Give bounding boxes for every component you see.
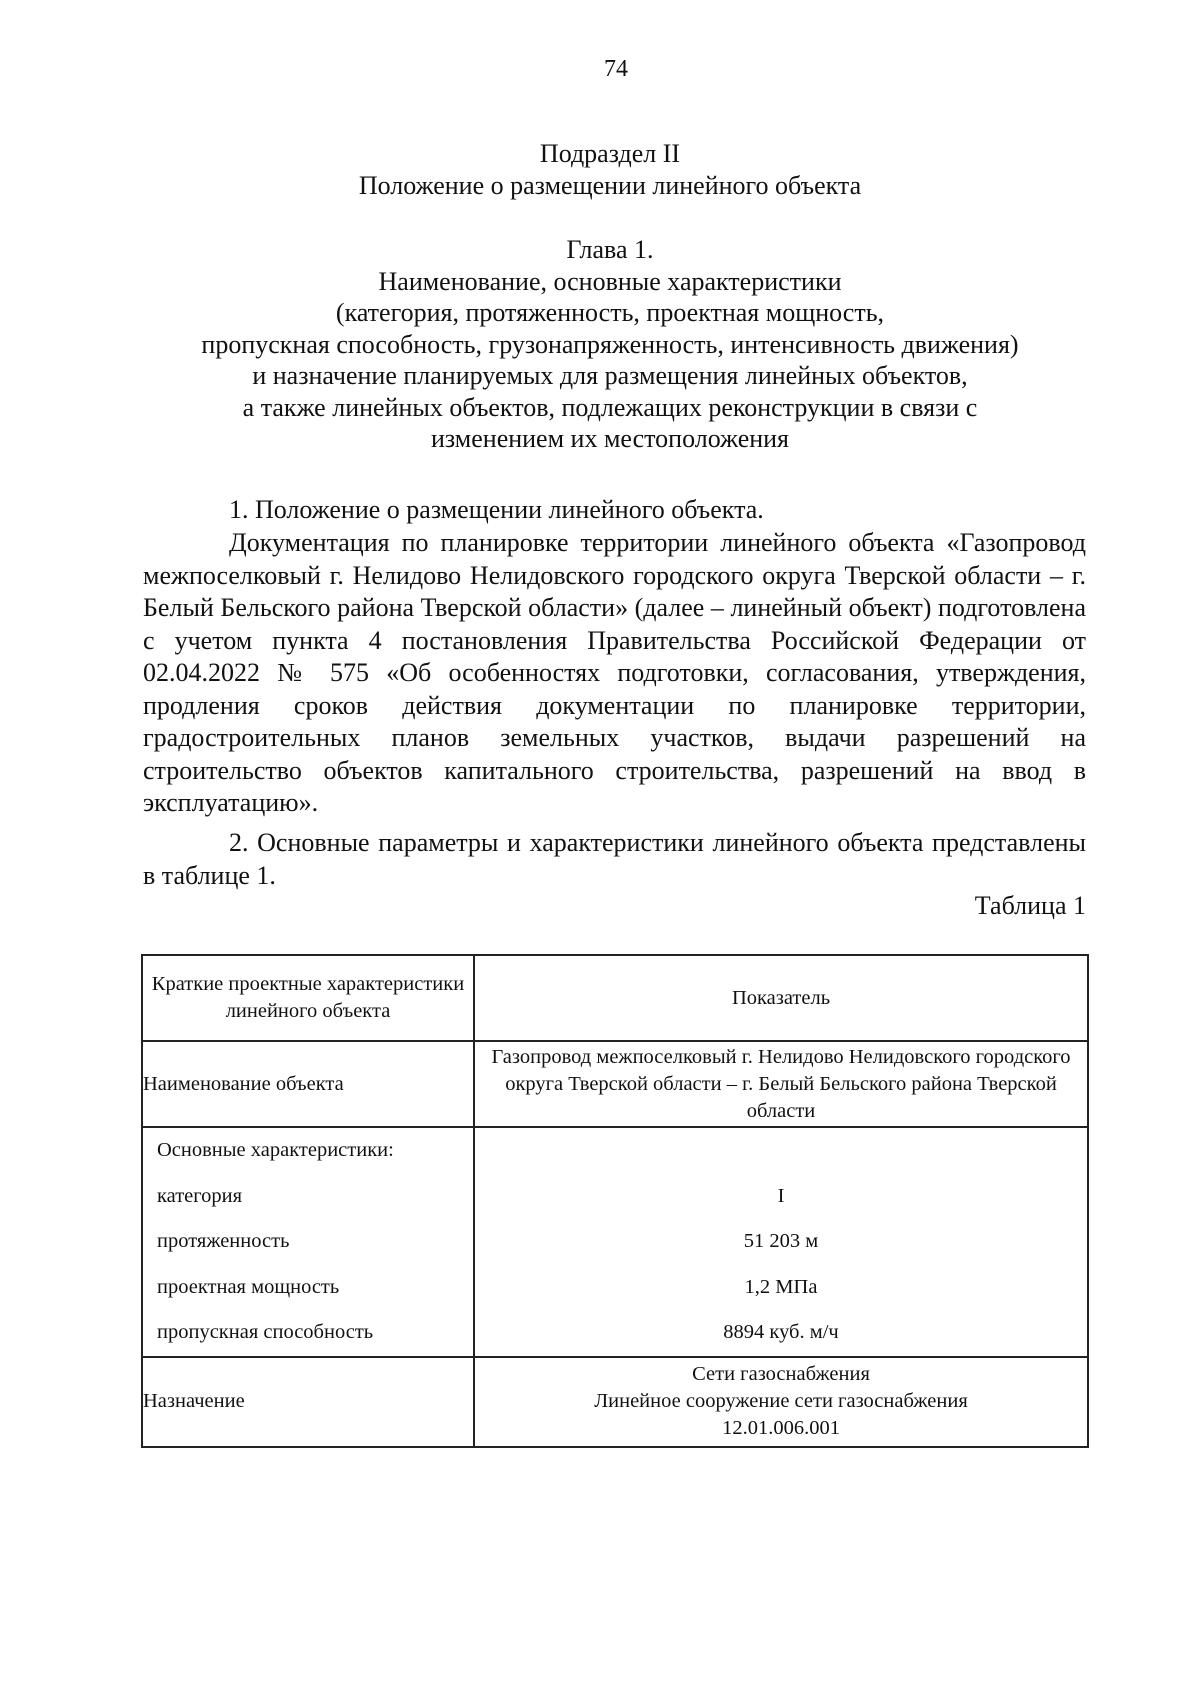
page-number: 74 — [604, 56, 628, 82]
table-header-left: Краткие проектные характеристики линейного объекта — [142, 955, 474, 1041]
characteristic-value: 1,2 МПа — [744, 1275, 818, 1298]
object-name-label: Наименование объекта — [142, 1041, 474, 1127]
chapter-line: пропускная способность, грузонапряженность, интенсивность движения) — [201, 329, 1019, 359]
chapter-title: Глава 1. — [566, 235, 654, 264]
characteristic-value: 8894 куб. м/ч — [723, 1321, 839, 1344]
characteristic-value: 51 203 м — [743, 1230, 819, 1253]
characteristic-value: I — [777, 1184, 785, 1207]
object-name-value: Газопровод межпоселковый г. Нелидово Нелидовского городского округа Тверской области – г. Белый Бельского района Тверской области — [474, 1041, 1088, 1127]
characteristic-label: протяженность — [157, 1230, 290, 1253]
purpose-value — [474, 1357, 1088, 1447]
paragraph-2: Документация по планировке территории линейного объекта «Газопровод межпоселковый г. Нелидово Нелидовского городского округа Тверской области – г. Белый Бельского района Тверской области» (далее – линейный объект) подготовлена с учетом пункта 4 постановления Правительства Российской Федерации от 02.04.2022 № 575 «Об особенностях подготовки, согласования, утверждения, продления сроков действия документации по планировке территории, градостроительных планов земельных участков, выдачи разрешений на строительство объектов капитального строительства, разрешений на ввод в эксплуатацию». — [143, 528, 1086, 817]
purpose-value-line: Линейное сооружение сети газоснабжения — [594, 1390, 968, 1412]
characteristics-heading-spacer — [475, 1128, 1087, 1174]
table-row-name — [142, 1041, 1088, 1127]
chapter-line: изменением их местоположения — [430, 424, 790, 453]
characteristics-labels — [142, 1127, 474, 1357]
table-row-characteristics — [142, 1127, 1088, 1357]
table-caption: Таблица 1 — [974, 891, 1086, 920]
parameters-table — [141, 954, 1089, 1448]
chapter-line: (категория, протяженность, проектная мощность, — [335, 298, 885, 327]
chapter-heading — [130, 234, 1090, 455]
characteristics-heading: Основные характеристики: — [157, 1139, 394, 1162]
table-row-purpose — [142, 1357, 1088, 1447]
paragraph-1: 1. Положение о размещении линейного объекта. — [229, 495, 764, 524]
characteristic-label: категория — [157, 1184, 243, 1207]
chapter-line: а также линейных объектов, подлежащих реконструкции в связи с — [242, 392, 978, 422]
paragraph-3: 2. Основные параметры и характеристики линейного объекта представлены в таблице 1. — [143, 828, 1086, 890]
subsection-heading — [130, 138, 1090, 202]
purpose-value-line: 12.01.006.001 — [722, 1417, 840, 1439]
purpose-label: Назначение — [142, 1357, 474, 1447]
subsection-title: Подраздел II — [539, 139, 681, 168]
table-header-right: Показатель — [474, 955, 1088, 1041]
characteristic-label: пропускная способность — [157, 1321, 374, 1344]
table-header-row — [142, 955, 1088, 1041]
subsection-subtitle: Положение о размещении линейного объекта — [358, 171, 862, 200]
chapter-line: Наименование, основные характеристики — [378, 266, 842, 296]
characteristic-label: проектная мощность — [157, 1275, 340, 1298]
purpose-value-line: Сети газоснабжения — [692, 1363, 870, 1385]
characteristics-values — [474, 1127, 1088, 1357]
chapter-line: и назначение планируемых для размещения линейных объектов, — [252, 361, 968, 390]
